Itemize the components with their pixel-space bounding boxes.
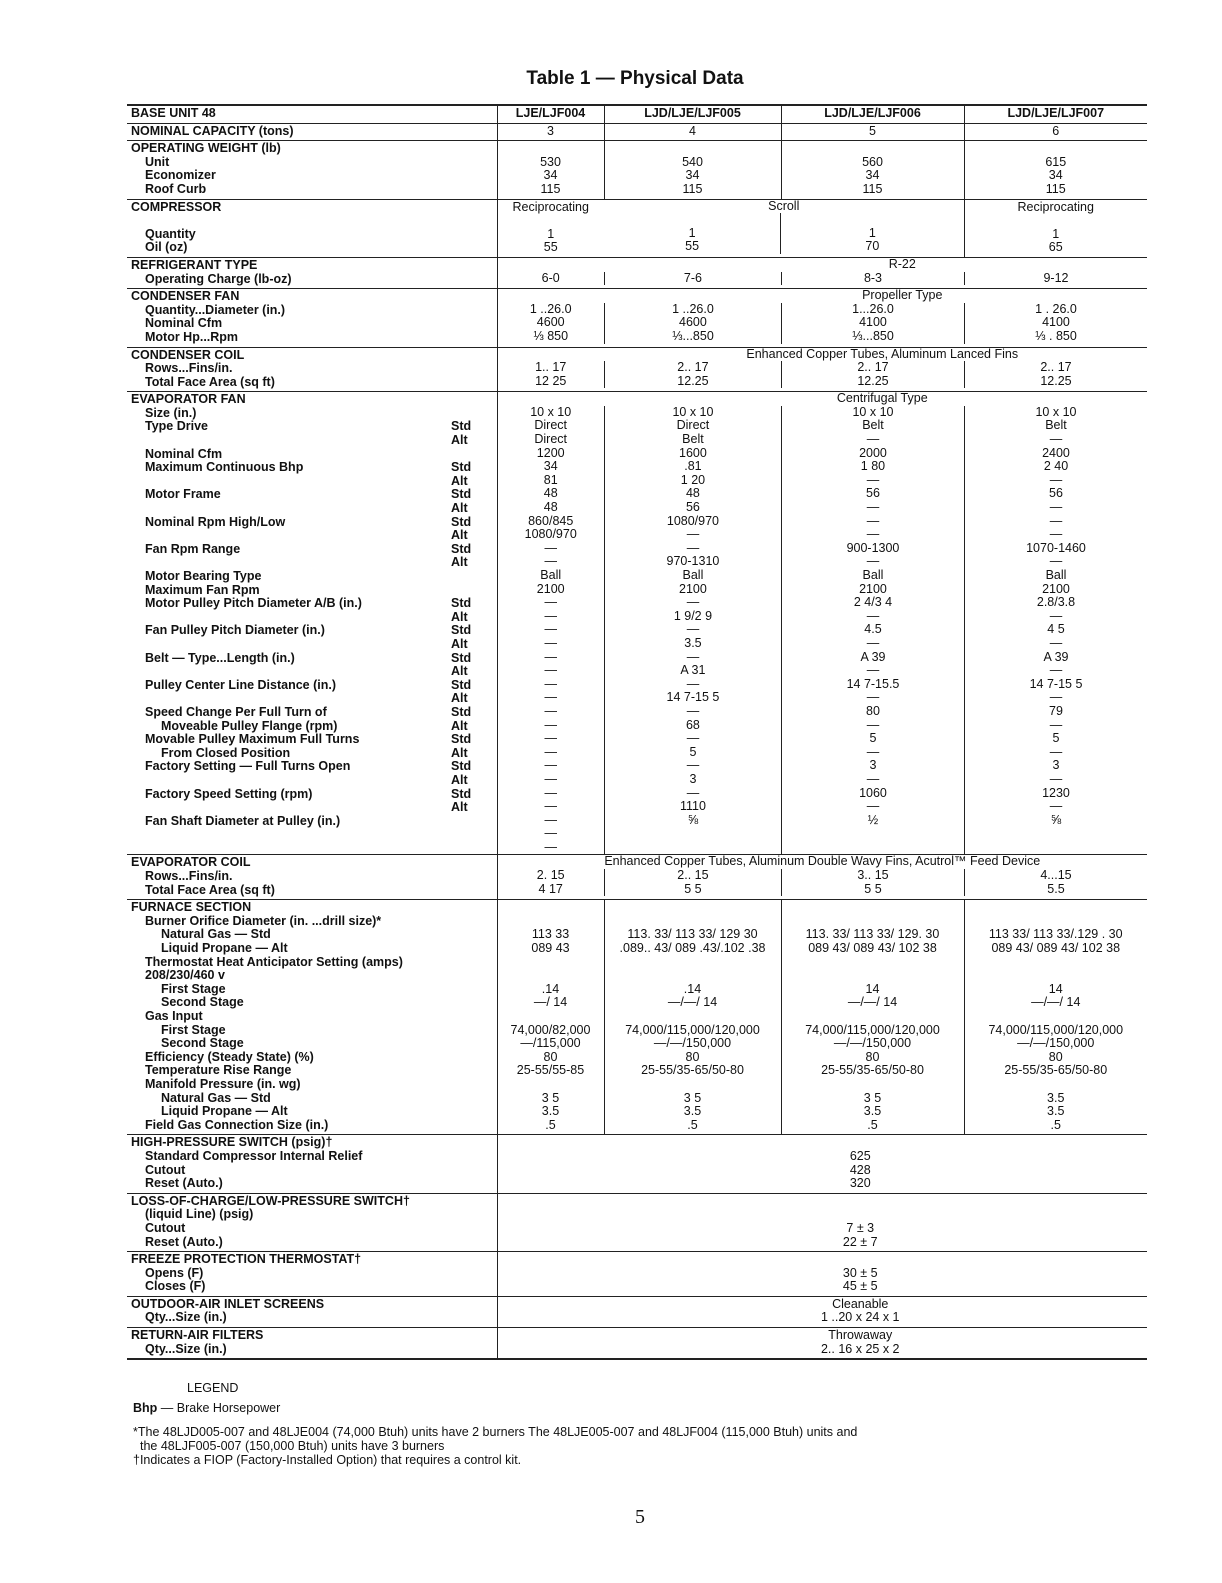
- table-cell-value: 3.5: [683, 1104, 702, 1119]
- table-cell-value: —/—/150,000: [833, 1036, 912, 1051]
- table-cell-value: 56: [1049, 486, 1063, 501]
- table-cell-value: Ball: [682, 568, 704, 582]
- table-cell-value: 80: [543, 1049, 558, 1064]
- loss-of-charge-row: [127, 1193, 1147, 1251]
- table-cell-value: —: [1049, 554, 1063, 569]
- return-air-filters-row: [127, 1328, 1147, 1360]
- table-cell-value: —: [1049, 663, 1063, 678]
- section-heading: CONDENSER FAN: [131, 289, 240, 304]
- table-cell-value: .5: [545, 1117, 556, 1132]
- table-cell-value: .14: [683, 981, 702, 996]
- table-cell-value: 74,000/115,000/120,000: [988, 1022, 1124, 1037]
- legend-title: LEGEND: [187, 1381, 239, 1395]
- table-cell-value: —: [1049, 717, 1063, 732]
- physical-data-table: [127, 104, 1147, 1360]
- table-cell-value: 80: [866, 703, 880, 718]
- table-cell: 615 34 115: [964, 141, 1147, 199]
- table-cell: R-22 6-0 7-6 8-3 9-12: [497, 257, 1147, 288]
- table-cell-value: 5: [1052, 731, 1060, 746]
- row-label: Economizer: [145, 168, 216, 183]
- table-cell-value: 14: [865, 981, 880, 996]
- table-cell-value: —: [1049, 799, 1063, 814]
- table-cell: 6: [964, 123, 1147, 141]
- table-cell-value: 3.5: [1047, 1104, 1065, 1119]
- table-cell-value: 10 x 10: [530, 404, 572, 419]
- table-cell-value: —: [1049, 744, 1063, 759]
- condenser-coil-row: [127, 347, 1147, 392]
- table-cell-value: —: [1049, 690, 1063, 705]
- row-label: Quantity: [145, 226, 196, 241]
- table-cell-value: —: [544, 717, 557, 732]
- section-heading: RETURN-AIR FILTERS: [131, 1328, 264, 1343]
- section-heading: FURNACE SECTION: [131, 900, 252, 915]
- std-label: Std: [451, 460, 472, 475]
- table-cell-value: 089 43/ 089 43/ 102 38: [808, 941, 937, 956]
- table-cell-value: —: [1049, 608, 1063, 623]
- table-cell-value: 48: [685, 486, 700, 501]
- table-cell-value: A 39: [860, 649, 886, 664]
- std-label: Std: [451, 541, 472, 556]
- furnace-section-label: FURNACE SECTION Burner Orifice Diameter (in. ...drill size)* Natural Gas — Std Liquid Propane — Alt Thermostat Heat Anticipator Setting (amps) 208/230/460 v First Stage Second Stage Gas Input First Stage Second Stage Efficiency (Steady State) (%) Temperature Rise Range Manifold Pressure (in. wg) Natural Gas — Std Liquid Propane — Alt Field Gas Connection Size (in.): [127, 900, 497, 1135]
- table-cell-value: 68: [685, 717, 700, 732]
- table-cell-value: —: [544, 608, 557, 623]
- table-cell-value: —: [544, 826, 557, 841]
- operating-weight-row: [127, 141, 1147, 199]
- col-header-004: LJE/LJF004: [497, 105, 604, 123]
- table-cell-value: 14 7-15 5: [1029, 676, 1083, 691]
- row-label: Operating Charge (lb-oz): [145, 271, 292, 286]
- table-cell-value: 80: [865, 1049, 880, 1064]
- table-cell: 5: [781, 123, 964, 141]
- table-cell: [964, 900, 1147, 1135]
- section-heading: REFRIGERANT TYPE: [131, 257, 258, 272]
- table-cell-value: 34: [543, 459, 558, 474]
- table-cell-value: —: [866, 554, 880, 569]
- table-cell-value: —: [1049, 513, 1063, 528]
- evaporator-coil-label: [127, 855, 497, 900]
- table-cell-value: —/—/150,000: [1017, 1036, 1095, 1051]
- table-cell-value: —: [1049, 771, 1063, 786]
- page-number: 5: [635, 1506, 645, 1528]
- table-cell-value: 3 5: [863, 1090, 882, 1105]
- table-cell-value: —: [544, 785, 557, 800]
- row-label: Roof Curb: [145, 181, 207, 196]
- std-label: Std: [451, 419, 472, 434]
- alt-label: Alt: [451, 636, 468, 651]
- section-heading: CONDENSER COIL: [131, 347, 245, 362]
- table-cell-value: 1070-1460: [1026, 540, 1086, 555]
- table-cell-value: 1230: [1042, 785, 1070, 800]
- table-cell-value: —: [866, 799, 880, 814]
- table-cell-value: 10 x 10: [1035, 404, 1077, 419]
- table-cell-value: 56: [685, 500, 700, 515]
- table-cell-value: 089 43/ 089 43/ 102 38: [991, 941, 1121, 956]
- section-heading: OUTDOOR-AIR INLET SCREENS: [131, 1296, 325, 1311]
- col-header-007: LJD/LJE/LJF007: [964, 105, 1147, 123]
- table-cell-value: 1 20: [680, 472, 706, 487]
- row-label: Rows...Fins/in.: [145, 869, 233, 884]
- table-cell: 7 ± 3 22 ± 7: [497, 1193, 1147, 1251]
- table-cell: Cleanable 1 ..20 x 24 x 1: [497, 1296, 1147, 1327]
- evaporator-coil-row: [127, 855, 1147, 900]
- table-cell-value: —: [544, 540, 557, 555]
- table-cell-value: ½: [867, 812, 879, 827]
- table-cell-value: 1600: [679, 445, 707, 460]
- row-label: Total Face Area (sq ft): [145, 374, 275, 389]
- table-cell-value: 2 4/3 4: [853, 595, 893, 610]
- table-cell-value: 74,000/82,000: [510, 1022, 591, 1037]
- table-cell: Reciprocating 1 65: [964, 199, 1147, 257]
- table-cell-value: —: [686, 527, 700, 542]
- std-label: Std: [451, 677, 472, 692]
- section-heading: FREEZE PROTECTION THERMOSTAT†: [131, 1252, 362, 1267]
- alt-label: Alt: [451, 555, 468, 570]
- table-cell-value: 2000: [859, 445, 887, 460]
- std-label: Std: [451, 596, 472, 611]
- condenser-fan-row: [127, 289, 1147, 347]
- table-cell-value: 5: [689, 744, 697, 759]
- nominal-capacity-row: [127, 123, 1147, 141]
- table-cell-value: —: [866, 717, 880, 732]
- table-cell-value: 3: [869, 758, 877, 773]
- table-cell-value: Direct: [534, 432, 568, 447]
- table-cell-value: 3.5: [863, 1104, 882, 1119]
- std-label: Std: [451, 704, 472, 719]
- table-cell-value: 14: [1048, 981, 1063, 996]
- table-cell-value: —: [544, 703, 557, 718]
- table-cell-value: 1 80: [860, 459, 886, 474]
- footnote-fiop: †Indicates a FIOP (Factory-Installed Option) that requires a control kit.: [133, 1453, 522, 1467]
- table-cell-value: 81: [543, 472, 558, 487]
- row-label: Unit: [145, 154, 170, 169]
- table-cell-value: —: [686, 731, 700, 746]
- std-alt-column: [447, 392, 497, 855]
- table-cell-value: Ball: [1045, 568, 1067, 582]
- table-cell-value: —: [866, 690, 880, 705]
- condenser-fan-label: [127, 289, 497, 347]
- std-label: Std: [451, 487, 472, 502]
- table-cell-value: 860/845: [528, 513, 574, 528]
- table-cell-value: —: [1049, 527, 1063, 542]
- table-cell-value: —: [544, 839, 557, 854]
- table-cell: 540 34 115: [604, 141, 781, 199]
- alt-label: Alt: [451, 609, 468, 624]
- high-pressure-switch-label: HIGH-PRESSURE SWITCH (psig)† Standard Compressor Internal Relief Cutout Reset (Auto.): [127, 1135, 497, 1193]
- refrigerant-row: [127, 257, 1147, 288]
- row-label: Quantity...Diameter (in.): [145, 302, 286, 317]
- table-cell-value: —: [544, 595, 557, 610]
- table-cell-value: —: [866, 432, 880, 447]
- table-cell: Enhanced Copper Tubes, Aluminum Lanced Fins 1.. 17 12 25 2.. 17 12.25 2.. 17 12.25 2.. 17 12.25: [497, 347, 1147, 392]
- table-cell: Enhanced Copper Tubes, Aluminum Double Wavy Fins, Acutrol™ Feed Device 2. 15 4 17 2.. 15 5 5 3.. 15 5 5 4...15 5.5: [497, 855, 1147, 900]
- header-row: [127, 105, 1147, 123]
- table-cell-value: —/ 14: [533, 995, 568, 1010]
- table-cell-value: 2 40: [1043, 459, 1069, 474]
- table-cell-value: 4 5: [1047, 622, 1065, 637]
- evaporator-fan-row: [127, 392, 1147, 855]
- table-cell-value: .5: [687, 1117, 698, 1132]
- table-cell-value: —: [686, 676, 700, 691]
- table-cell-value: Belt: [862, 418, 884, 433]
- table-cell: Throwaway 2.. 16 x 25 x 2: [497, 1328, 1147, 1360]
- table-cell: Centrifugal Type 10 x 10 Direct Direct 1200 34 81 48 48 860/845 1080/970 — — Ball 2100 — — — — — — — — — — — — — — — — — — — 10 x 10 Direct Belt 1600 .81 1 20 48 56 1080/970 — — 970-1310 Ball 2100 — 1 9/2 9 — 3.5 — A 31 — 14 7-15 5 — 68 — 5 — 3 — 1110 ⅝ 10 x 10 Belt — 2000 1 80 — 56 — — — 900-1300 — Ball 2100 2 4/3 4 — 4.5 — A 39 — 14 7-15.5 — 80 — 5 — 3 — 1060 — ½ 10 x 10 Belt — 2400 2 40 — 56 — — — 1070-1460 — Ball 2100 2.8/3.8 — 4 5 — A 39 — 14 7-15 5 — 79 — 5 — 3 — 1230 — ⅝: [497, 392, 1147, 855]
- table-cell-value: 56: [866, 486, 880, 501]
- table-cell-value: ⅝: [1050, 812, 1062, 827]
- table-cell-value: 2100: [859, 581, 887, 596]
- table-cell-value: —: [544, 731, 557, 746]
- table-cell-value: 3: [689, 771, 697, 786]
- table-cell-value: —: [866, 663, 880, 678]
- table-cell-value: 3.5: [541, 1104, 560, 1119]
- table-cell-value: 3.5: [1047, 1090, 1065, 1105]
- std-label: Std: [451, 732, 472, 747]
- table-cell-value: 74,000/115,000/120,000: [805, 1022, 940, 1037]
- section-heading: OPERATING WEIGHT (lb): [131, 141, 281, 156]
- table-cell-value: —: [866, 771, 880, 786]
- table-cell-value: —/115,000: [520, 1036, 581, 1051]
- table-cell-value: 80: [1048, 1049, 1063, 1064]
- table-cell-value: —: [544, 635, 557, 650]
- table-cell-value: 2400: [1042, 445, 1070, 460]
- table-cell-value: 900-1300: [846, 540, 900, 555]
- alt-label: Alt: [451, 664, 468, 679]
- table-cell-value: —: [1049, 500, 1063, 515]
- table-cell-value: —: [544, 758, 557, 773]
- table-cell-value: .5: [867, 1117, 878, 1132]
- col-header-005: LJD/LJE/LJF005: [604, 105, 781, 123]
- row-label: Rows...Fins/in.: [145, 361, 233, 376]
- table-cell-value: —: [686, 758, 700, 773]
- table-cell-value: 48: [543, 486, 558, 501]
- table-cell-value: —: [544, 676, 557, 691]
- outdoor-air-screens-row: [127, 1296, 1147, 1327]
- high-pressure-switch-row: [127, 1135, 1147, 1193]
- table-cell-value: 1110: [679, 799, 706, 814]
- table-cell-value: —: [866, 527, 880, 542]
- table-cell-value: 2100: [536, 581, 565, 596]
- outdoor-air-screens-label: OUTDOOR-AIR INLET SCREENS Qty...Size (in.): [127, 1296, 497, 1327]
- table-cell-value: 74,000/115,000/120,000: [625, 1022, 760, 1037]
- table-cell: 3: [497, 123, 604, 141]
- legend-entry: [133, 1401, 280, 1415]
- table-cell-value: 1080/970: [524, 527, 577, 542]
- table-cell-value: 2.8/3.8: [1036, 595, 1076, 610]
- table-cell-value: 48: [543, 500, 558, 515]
- table-cell-value: Belt: [1045, 418, 1067, 433]
- nominal-capacity-label: NOMINAL CAPACITY (tons): [131, 123, 294, 138]
- table-cell-value: —/—/ 14: [1031, 995, 1081, 1010]
- table-cell-value: 25-55/55-85: [516, 1063, 585, 1078]
- table-cell-value: —: [544, 799, 557, 814]
- alt-label: Alt: [451, 718, 468, 733]
- table-cell-value: —: [866, 608, 880, 623]
- table-cell-value: 3 5: [683, 1090, 702, 1105]
- table-cell-value: —: [544, 690, 557, 705]
- table-cell-value: —: [1049, 635, 1063, 650]
- table-cell-value: 5: [869, 731, 877, 746]
- compressor-label: [127, 199, 497, 257]
- table-cell-value: —: [866, 744, 880, 759]
- evaporator-fan-label: EVAPORATOR FAN Size (in.) Type Drive Nominal Cfm Maximum Continuous Bhp Motor Frame Nominal Rpm High/Low Fan Rpm Range Motor Bearing Type Maximum Fan Rpm Motor Pulley Pitch Diameter A/B (in.) Fan Pulley Pitch Diameter (in.) Belt — Type...Length (in.) Pulley Center Line Distance (in.) Speed Change Per Full Turn of Moveable Pulley Flange (rpm) Movable Pulley Maximum Full Turns From Closed Position Factory Setting — Full Turns Open Factory Speed Setting (rpm) Fan Shaft Diameter at Pulley (in.): [127, 392, 447, 855]
- table-cell-value: .81: [684, 459, 702, 474]
- alt-label: Alt: [451, 501, 468, 516]
- freeze-protection-row: [127, 1252, 1147, 1297]
- table-cell-value: 3 5: [541, 1090, 560, 1105]
- table-cell-value: —: [686, 703, 700, 718]
- table-cell-value: 14 7-15 5: [666, 690, 720, 705]
- table-cell: [781, 900, 964, 1135]
- table-cell: 625 428 320: [497, 1135, 1147, 1193]
- footnote-burners-cont: the 48LJF005-007 (150,000 Btuh) units have 3 burners: [140, 1439, 445, 1453]
- row-label: Oil (oz): [145, 240, 188, 255]
- table-cell-value: —: [866, 513, 880, 528]
- table-cell-value: 113. 33/ 113 33/ 129. 30: [805, 927, 940, 942]
- operating-weight-label: [127, 141, 497, 199]
- table-cell-value: 80: [685, 1049, 700, 1064]
- table-cell-value: —: [544, 812, 557, 827]
- table-cell-value: Belt: [682, 432, 704, 447]
- table-title: Table 1 — Physical Data: [526, 68, 744, 89]
- section-heading: COMPRESSOR: [131, 199, 222, 214]
- footnote-burners: *The 48LJD005-007 and 48LJE004 (74,000 Btuh) units have 2 burners The 48LJE005-007 and 48LJF004 (115,000 Btuh) units and: [133, 1425, 858, 1439]
- table-cell-value: 1 9/2 9: [673, 608, 713, 623]
- base-unit-label: BASE UNIT 48: [131, 106, 216, 120]
- alt-label: Alt: [451, 433, 468, 448]
- table-cell-value: —: [1049, 432, 1063, 447]
- alt-label: Alt: [451, 528, 468, 543]
- table-cell-value: .14: [541, 981, 560, 996]
- table-cell-value: 1080/970: [666, 513, 720, 528]
- table-cell-value: —: [686, 785, 700, 800]
- table-cell-value: Direct: [534, 418, 568, 433]
- table-cell-value: 10 x 10: [852, 404, 894, 419]
- table-cell-value: Ball: [862, 568, 884, 582]
- table-cell: 30 ± 5 45 ± 5: [497, 1252, 1147, 1297]
- table-cell: [497, 900, 604, 1135]
- row-label: Total Face Area (sq ft): [145, 882, 275, 897]
- legend-abbr: Bhp: [133, 1401, 158, 1415]
- table-cell: [604, 900, 781, 1135]
- table-cell-value: 10 x 10: [672, 404, 714, 419]
- table-cell-value: —/—/150,000: [653, 1036, 732, 1051]
- table-cell-value: 970-1310: [666, 554, 720, 569]
- table-cell-value: 1060: [859, 785, 887, 800]
- alt-label: Alt: [451, 800, 468, 815]
- table-cell-value: —/—/ 14: [667, 995, 718, 1010]
- freeze-protection-label: FREEZE PROTECTION THERMOSTAT† Opens (F) Closes (F): [127, 1252, 497, 1297]
- table-cell-value: Direct: [676, 418, 710, 433]
- std-label: Std: [451, 759, 472, 774]
- table-cell-value: 3.5: [684, 635, 702, 650]
- table-cell-value: —: [1049, 472, 1063, 487]
- section-heading: EVAPORATOR COIL: [131, 855, 251, 870]
- table-cell-value: —: [686, 649, 700, 664]
- table-cell-value: —/—/ 14: [847, 995, 898, 1010]
- table-cell: Reciprocating 1 55: [497, 199, 604, 257]
- table-cell: 4: [604, 123, 781, 141]
- table-cell-value: Ball: [540, 568, 562, 582]
- std-label: Std: [451, 514, 472, 529]
- table-cell-value: 113 33: [531, 927, 570, 942]
- alt-label: Alt: [451, 473, 468, 488]
- alt-label: Alt: [451, 691, 468, 706]
- table-cell-value: 1200: [536, 445, 565, 460]
- table-cell-value: 79: [1049, 703, 1063, 718]
- table-cell-value: 3: [1052, 758, 1060, 773]
- table-cell-value: —: [544, 663, 557, 678]
- table-cell-value: —: [544, 771, 557, 786]
- section-heading: LOSS-OF-CHARGE/LOW-PRESSURE SWITCH†: [131, 1193, 410, 1208]
- col-header-006: LJD/LJE/LJF006: [781, 105, 964, 123]
- compressor-row: [127, 199, 1147, 257]
- table-cell-value: A 39: [1043, 649, 1069, 664]
- table-cell-value: 2100: [679, 581, 707, 596]
- condenser-coil-label: [127, 347, 497, 392]
- table-cell-value: 089 43: [531, 941, 570, 956]
- return-air-filters-label: RETURN-AIR FILTERS Qty...Size (in.): [127, 1328, 497, 1360]
- table-cell-value: 2100: [1042, 581, 1070, 596]
- table-cell-value: 14 7-15.5: [846, 676, 900, 691]
- section-heading: HIGH-PRESSURE SWITCH (psig)†: [131, 1135, 333, 1150]
- std-label: Std: [451, 623, 472, 638]
- table-cell-value: .089.. 43/ 089 .43/.102 .38: [619, 941, 766, 956]
- std-label: Std: [451, 786, 472, 801]
- table-cell-value: 25-55/35-65/50-80: [821, 1063, 924, 1078]
- table-cell-value: —: [544, 744, 557, 759]
- table-cell-value: —: [544, 649, 557, 664]
- loss-of-charge-label: LOSS-OF-CHARGE/LOW-PRESSURE SWITCH† (liquid Line) (psig) Cutout Reset (Auto.): [127, 1193, 497, 1251]
- table-cell-value: —: [686, 540, 700, 555]
- table-cell-value: —: [866, 472, 880, 487]
- table-cell-value: —: [544, 554, 557, 569]
- table-cell: 560 34 115: [781, 141, 964, 199]
- table-cell-value: 4.5: [864, 622, 882, 637]
- table-cell-value: —: [544, 622, 557, 637]
- section-heading: EVAPORATOR FAN: [131, 392, 246, 407]
- std-label: Std: [451, 650, 472, 665]
- table-cell: 530 34 115: [497, 141, 604, 199]
- table-cell: Scroll 1 55 1 70: [604, 199, 964, 257]
- table-cell-value: —: [686, 622, 700, 637]
- table-cell-value: .5: [1050, 1117, 1061, 1132]
- alt-label: Alt: [451, 772, 468, 787]
- table-cell: Propeller Type 1 ..26.0 4600 ⅓ 850 1 ..26.0 4600 ⅓...850 1...26.0 4100 ⅓...850 1 . 26.0 4100 ⅓ . 850: [497, 289, 1147, 347]
- table-cell-value: —: [866, 635, 880, 650]
- row-label: Nominal Cfm: [145, 316, 223, 331]
- table-cell-value: 113 33/ 113 33/.129 . 30: [988, 927, 1123, 942]
- table-cell-value: 113. 33/ 113 33/ 129 30: [627, 927, 758, 942]
- table-cell-value: 25-55/35-65/50-80: [1004, 1063, 1108, 1078]
- refrigerant-label: [127, 257, 497, 288]
- table-cell-value: 25-55/35-65/50-80: [641, 1063, 744, 1078]
- row-label: Motor Hp...Rpm: [145, 329, 239, 344]
- table-cell-value: A 31: [680, 663, 706, 678]
- table-cell-value: —: [686, 595, 700, 610]
- alt-label: Alt: [451, 745, 468, 760]
- legend-text: — Brake Horsepower: [160, 1401, 281, 1415]
- table-cell-value: —: [866, 500, 880, 515]
- furnace-section-row: [127, 900, 1147, 1135]
- table-cell-value: ⅝: [687, 812, 699, 827]
